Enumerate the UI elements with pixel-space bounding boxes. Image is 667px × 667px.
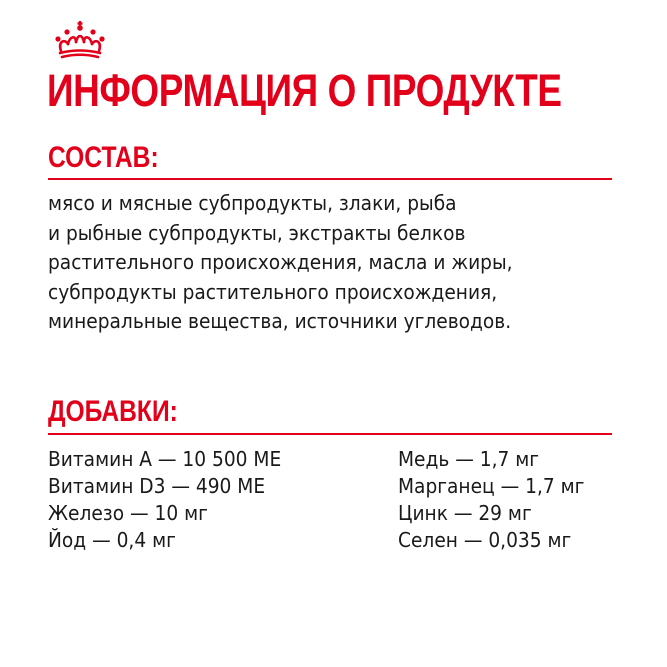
additive-item: Витамин D3 — 490 МЕ <box>48 474 266 498</box>
additive-item: Железо — 10 мг <box>48 501 208 525</box>
composition-text <box>48 189 628 337</box>
additive-item: Медь — 1,7 мг <box>398 447 540 471</box>
additive-item: Цинк — 29 мг <box>398 501 532 525</box>
composition-line: минеральные вещества, источники углеводов. <box>48 309 512 333</box>
composition-line: мясо и мясные субпродукты, злаки, рыба <box>48 191 457 215</box>
composition-line: и рыбные субпродукты, экстракты белков <box>48 220 466 245</box>
composition-line: растительного происхождения, масла и жиры, <box>48 250 513 274</box>
crown-icon <box>52 20 108 60</box>
additives-heading: ДОБАВКИ: <box>48 395 178 428</box>
additive-item: Йод — 0,4 мг <box>48 528 176 552</box>
additives-divider <box>48 433 612 435</box>
additive-item: Селен — 0,035 мг <box>398 528 572 552</box>
page-title: ИНФОРМАЦИЯ О ПРОДУКТЕ <box>47 65 562 116</box>
composition-divider <box>48 178 612 180</box>
composition-line: субпродукты растительного происхождения, <box>48 279 498 304</box>
additive-item: Марганец — 1,7 мг <box>398 474 585 498</box>
composition-heading: СОСТАВ: <box>48 141 159 174</box>
additives-list-left <box>48 446 299 554</box>
additive-item: Витамин А — 10 500 МЕ <box>48 447 282 471</box>
additives-list-right <box>398 446 598 554</box>
